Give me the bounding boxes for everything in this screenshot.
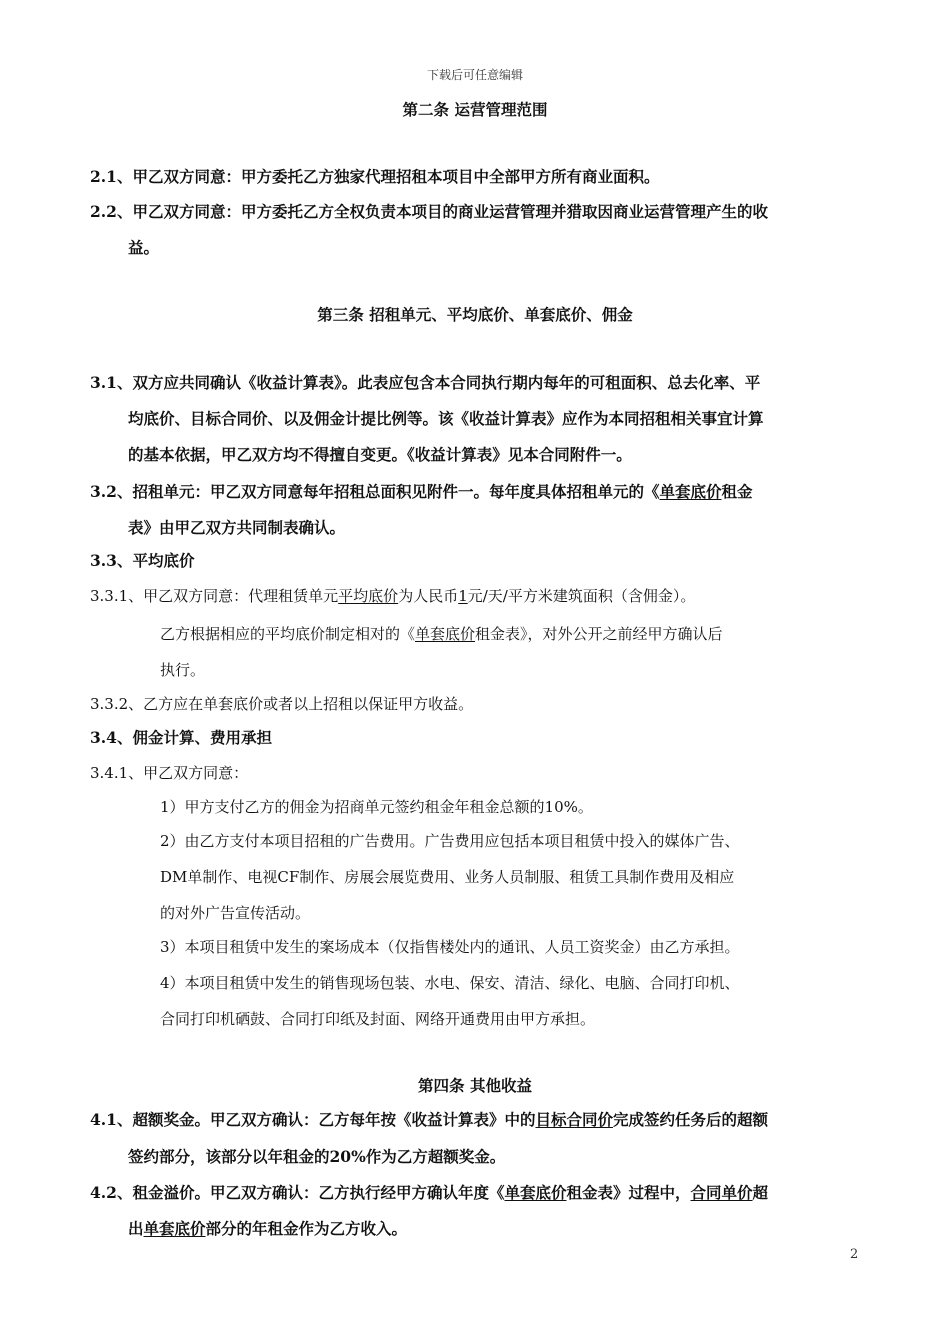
clause-3-3-2: 3.3.2、乙方应在单套底价或者以上招租以保证甲方收益。 [90,695,474,713]
clause-3-4-1: 3.4.1、甲乙双方同意： [90,764,249,782]
clause-3-3-1-l2-underlined: 单套底价 [415,625,476,643]
clause-3-3-1-underlined-2: 1 [458,587,468,605]
clause-3-1-line1: 3.1、双方应共同确认《收益计算表》。此表应包含本合同执行期内每年的可租面积、总去化率、平 [90,373,761,392]
clause-4-1-line1 [90,1109,768,1131]
clause-3-1-line2: 均底价、目标合同价、以及佣金计提比例等。该《收益计算表》应作为本同招租相关事宜计算 [128,409,764,428]
list-item-2-line1: 2）由乙方支付本项目招租的广告费用。广告费用应包括本项目租赁中投入的媒体广告、 [160,832,740,850]
clause-4-2-underlined-1: 单套底价 [504,1183,567,1202]
clause-2-2-line1: 2.2、甲乙双方同意：甲方委托乙方全权负责本项目的商业运营管理并猎取因商业运营管理产生的收 [90,202,768,221]
clause-3-3-1-l2-text-b: 租金表》，对外公开之前经甲方确认后 [475,625,723,643]
clause-4-2-line1 [90,1182,768,1204]
clause-3-3-1-text-a: 3.3.1、甲乙双方同意：代理租赁单元 [90,587,339,605]
list-item-3: 3）本项目租赁中发生的案场成本（仅指售楼处内的通讯、人员工资奖金）由乙方承担。 [160,938,740,956]
clause-4-2-text-c: 超 [752,1183,769,1202]
clause-4-1-underlined: 目标合同价 [535,1110,613,1129]
clause-3-2-line1 [90,481,753,503]
clause-4-1-text-a: 4.1、超额奖金。甲乙双方确认：乙方每年按《收益计算表》中的 [90,1110,536,1129]
header-note: 下载后可任意编辑 [426,68,523,82]
clause-3-3-1-l2-text-a: 乙方根据相应的平均底价制定相对的《 [160,625,416,643]
clause-3-2-line2: 表》由甲乙双方共同制表确认。 [128,518,346,537]
clause-3-2-underlined: 单套底价 [659,482,722,501]
list-item-2-line3: 的对外广告宣传活动。 [160,904,311,922]
clause-4-2-l2-text-a: 出 [128,1219,144,1238]
clause-2-2-line2: 益。 [128,238,160,257]
clause-3-2-text-b: 租金 [721,482,753,501]
clause-4-1-line2: 签约部分，该部分以年租金的20%作为乙方超额奖金。 [128,1147,506,1166]
clause-3-2-text-a: 3.2、招租单元：甲乙双方同意每年招租总面积见附件一。每年度具体招租单元的《 [90,482,660,501]
clause-4-2-text-b: 租金表》过程中， [566,1183,691,1202]
page-number: 2 [850,1247,859,1262]
clause-4-2-line2 [128,1218,407,1240]
clause-4-2-l2-text-b: 部分的年租金作为乙方收入。 [205,1219,408,1238]
list-item-2-line2: DM单制作、电视CF制作、房展会展览费用、业务人员制服、租赁工具制作费用及相应 [160,868,735,886]
clause-4-2-underlined-2: 合同单价 [690,1183,753,1202]
clause-3-3-1-line2 [160,623,723,645]
clause-4-1-text-b: 完成签约任务后的超额 [612,1110,768,1129]
list-item-4-line2: 合同打印机硒鼓、合同打印纸及封面、网络开通费用由甲方承担。 [160,1010,596,1028]
clause-3-1-line3: 的基本依据，甲乙双方均不得擅自变更。《收益计算表》见本合同附件一。 [128,445,632,464]
clause-4-2-text-a: 4.2、租金溢价。甲乙双方确认：乙方执行经甲方确认年度《 [90,1183,505,1202]
clause-3-3-1-text-b: 为人民币 [398,587,459,605]
clause-2-1: 2.1、甲乙双方同意：甲方委托乙方独家代理招租本项目中全部甲方所有商业面积。 [90,167,660,186]
list-item-1: 1）甲方支付乙方的佣金为招商单元签约租金年租金总额的10%。 [160,798,593,816]
clause-3-4-heading: 3.4、佣金计算、费用承担 [90,728,272,747]
clause-3-3-1-line3: 执行。 [160,661,206,679]
clause-3-3-heading: 3.3、平均底价 [90,551,195,570]
clause-3-3-1-line1 [90,585,695,607]
article-3-title: 第三条 招租单元、平均底价、单套底价、佣金 [317,305,633,324]
article-4-title: 第四条 其他收益 [418,1076,532,1095]
clause-4-2-l2-underlined: 单套底价 [143,1219,206,1238]
clause-3-3-1-underlined-1: 平均底价 [338,587,399,605]
clause-3-3-1-text-c: 元/天/平方米建筑面积（含佣金）。 [467,587,696,605]
article-2-title: 第二条 运营管理范围 [402,100,548,119]
list-item-4-line1: 4）本项目租赁中发生的销售现场包装、水电、保安、清洁、绿化、电脑、合同打印机、 [160,974,740,992]
